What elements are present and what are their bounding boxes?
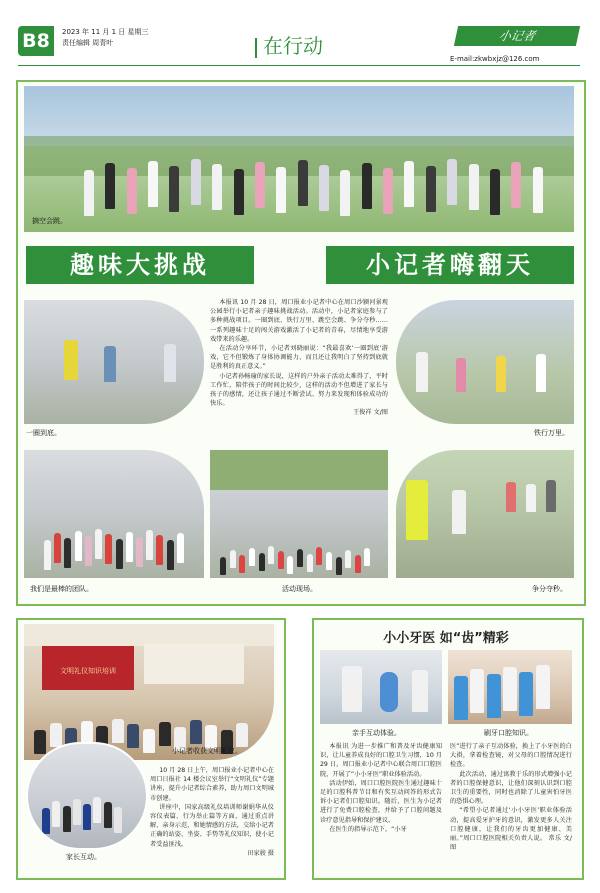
person-figure [298,160,308,206]
person-figure [127,724,139,748]
section-title-text: 在行动 [263,34,323,58]
article-paragraph: 在活动分享环节，小记者刘晓丽说：“我最喜欢‘一圈到底’游戏，它不但锻炼了身体协调能力，而且还让我明白了坚持到底就是胜利的真正意义。” [210,345,388,371]
photo-three-caption: 我们是最棒的团队。 [30,585,93,593]
inset-caption: 家长互动。 [66,853,101,861]
person-figure [75,531,82,561]
photo-five-caption: 争分夺秒。 [532,585,567,593]
photo-four-caption: 活动现场。 [282,585,317,593]
photo-three [24,450,204,578]
person-figure [255,162,265,208]
person-figure [84,170,94,216]
person-figure [326,552,332,570]
editor-credit: 责任编辑 周青叶 [62,39,114,47]
person-figure [454,676,468,720]
person-figure [426,166,436,212]
person-figure [278,551,284,569]
brand-banner: 小记者 [454,26,580,46]
person-figure [469,164,479,210]
section-title [255,30,323,59]
child-figure [496,356,506,392]
person-figure [156,535,163,565]
person-figure [73,799,81,825]
person-figure [536,665,550,709]
person-figure [93,797,101,823]
person-figure [236,723,248,747]
header-rule [18,65,580,66]
person-figure [114,807,122,833]
child-figure [546,480,556,512]
ceiling [24,624,274,646]
person-figure [220,557,226,575]
child-figure [104,346,116,382]
lecture-photo [24,624,274,760]
person-figure [159,722,171,746]
contact-email: E-mail:zkwbxjz@126.com [450,55,540,63]
person-figure [95,529,102,559]
person-figure [364,548,370,566]
top-photo-caption: 摘空会跳。 [32,217,67,225]
dentist-photo-left [320,650,442,724]
article-paragraph: 小记者孙畅瑜的家长说，这样的户外亲子活动太难得了，平时工作忙，陪伴孩子的时间比较少，这样的活动不但增进了家长与孩子的感情，还让孩子通过不断尝试、努力来发现和体验成功的快乐。 [210,372,388,408]
etiquette-article [150,766,274,858]
person-figure [50,723,62,747]
headline-bar [26,246,574,284]
person-figure [249,548,255,566]
person-figure [116,539,123,569]
children-group [84,116,564,216]
lecture-caption: 小记者收获文明礼仪。 [172,747,242,755]
person-figure [34,730,46,754]
person-figure [190,720,202,744]
person-figure [143,729,155,753]
person-figure [487,674,501,718]
person-figure [307,554,313,572]
person-figure [148,161,158,207]
section-divider [255,38,257,58]
photo-two-caption: 铁行万里。 [534,429,569,437]
masthead-meta [62,27,149,49]
person-figure [167,540,174,570]
person-figure [136,537,143,567]
headline-left: 趣味大挑战 [26,246,254,284]
child-figure [456,358,466,392]
child-cap-figure [380,672,398,712]
person-figure [447,159,457,205]
article-paragraph: 在医生的指导示范下，“小牙 [329,825,407,833]
child-figure [64,340,78,380]
article-paragraph: “希望小记者通过‘小小牙医’职业体验活动，提高爱牙护牙的意识，激发更多人关注口腔健康，让我们的牙齿更加健康、美丽。”周口口腔医院相关负责人说。 常乐 文/图 [450,807,572,852]
dentist-figure [342,666,362,712]
person-figure [336,557,342,575]
parent-inset-photo [26,742,148,850]
adult-vest-figure [406,480,428,540]
person-figure [234,169,244,215]
person-figure [319,165,329,211]
person-figure [316,547,322,565]
child-figure [536,354,546,392]
headline-right: 小记者嗨翻天 [326,246,574,284]
person-figure [52,801,60,827]
person-figure [259,553,265,571]
photo-one-circle [24,300,204,424]
child-figure [412,670,428,712]
issue-date: 2023 年 11 月 1 日 星期三 [62,28,149,36]
person-figure [519,672,533,716]
person-figure [126,532,133,562]
article-paragraph: 10 月 28 日上午，周口报业小记者中心在周口日报社 14 楼会议室举行“文明礼仪”专题讲座，提升小记者综合素养，助力周口文明城市创建。 [150,767,274,802]
person-figure [104,802,112,828]
children-caps-group [454,660,566,720]
person-figure [268,546,274,564]
person-figure [127,168,137,214]
person-figure [362,163,372,209]
person-figure [54,533,61,563]
page-number-badge: B8 [18,26,54,56]
person-figure [44,540,51,570]
article-paragraph: 本报讯 为进一步推广和普及牙齿健康知识，让儿童养成良好的口腔卫生习惯，10 月 29 日，周口报业小记者中心联合周口口腔医院，开展了“小小牙医”职业体验活动。 [320,743,442,778]
person-figure [105,534,112,564]
person-figure [239,555,245,573]
person-figure [287,556,293,574]
person-figure [297,549,303,567]
person-figure [212,164,222,210]
person-figure [511,162,521,208]
person-figure [503,667,517,711]
article-paragraph: 本报讯 10 月 28 日，周口报业小记者中心在周口沙颍河景观公园举行小记者亲子趣味挑战活动。活动中，小记者家庭参与了多种挑战项目。一圈到底、铁行万里、跳空会跳、争分夺秒……一系列趣味十足的闯关游戏激活了小记者的青春，尽情地享受游戏带来的乐趣。 [210,299,388,343]
person-figure [146,530,153,560]
dentist-article-left [320,742,442,834]
child-figure [452,490,466,534]
person-figure [105,163,115,209]
person-figure [42,808,50,834]
etiquette-author: 田家骏 摄 [247,849,274,857]
photo-two-circle [396,300,574,424]
parents-group [42,784,132,834]
dentist-photo-right [448,650,572,724]
article-paragraph: 此次活动，通过寓教于乐的形式增强小记者的口腔保健意识，让他们深刻认识到口腔卫生的重要性，同时也消除了儿童害怕牙医的恐惧心理。 [450,770,572,806]
person-figure [64,538,71,568]
child-figure [506,482,516,512]
top-group-photo [24,86,574,232]
person-figure [85,536,92,566]
team-group [44,490,194,570]
child-figure [164,344,176,382]
photo-five [396,450,574,578]
tree-line [210,450,388,490]
person-figure [470,669,484,713]
person-figure [83,804,91,830]
person-figure [276,167,286,213]
person-figure [533,167,543,213]
article-author: 王俊祥 文/图 [353,409,388,417]
dentist-caption-right: 刷牙口腔知识。 [484,729,533,737]
person-figure [383,168,393,214]
article-paragraph: 讲座中，国家高级礼仪培训师谢娟华从仪容仪表篇、行为举止篇等方面，通过重点讲解、亲身示范，和她情感的方法，交给小记者正确的站姿、坐姿、手势等礼仪知识，使小记者受益匪浅。 [150,803,274,848]
window-wall [144,644,244,684]
person-figure [490,169,500,215]
article-paragraph: 医”进行了亲子互动体验，换上了小牙医的白大褂，拿着检查镜，对父母的口腔情况进行检查。 [450,743,572,769]
person-figure [169,166,179,212]
person-figure [112,719,124,743]
banner-text: 文明礼仪知识培训 [60,667,116,675]
lecture-banner [42,646,134,690]
dentist-headline: 小小牙医 如“齿”精彩 [383,631,509,646]
child-figure [416,352,428,392]
person-figure [355,555,361,573]
dentist-article-right [450,742,572,852]
person-figure [63,806,71,832]
person-figure [230,550,236,568]
dentist-caption-left: 亲手互动体验。 [352,729,401,737]
photo-one-caption: 一圈到底。 [26,429,61,437]
person-figure [340,170,350,216]
activity-crowd [220,495,380,575]
article-main [210,298,388,418]
photo-four [210,450,388,578]
person-figure [191,159,201,205]
person-figure [345,550,351,568]
article-paragraph: 活动伊始，周口口腔医院医生通过趣味十足的口腔科普节目和有奖互动问答的形式告诉小记者们口腔知识。随后，医生为小记者进行了免费口腔检查，并给予了口腔问题及诊疗意见指导和保护建议。 [320,779,442,824]
child-figure [526,484,536,512]
person-figure [404,161,414,207]
person-figure [177,533,184,563]
